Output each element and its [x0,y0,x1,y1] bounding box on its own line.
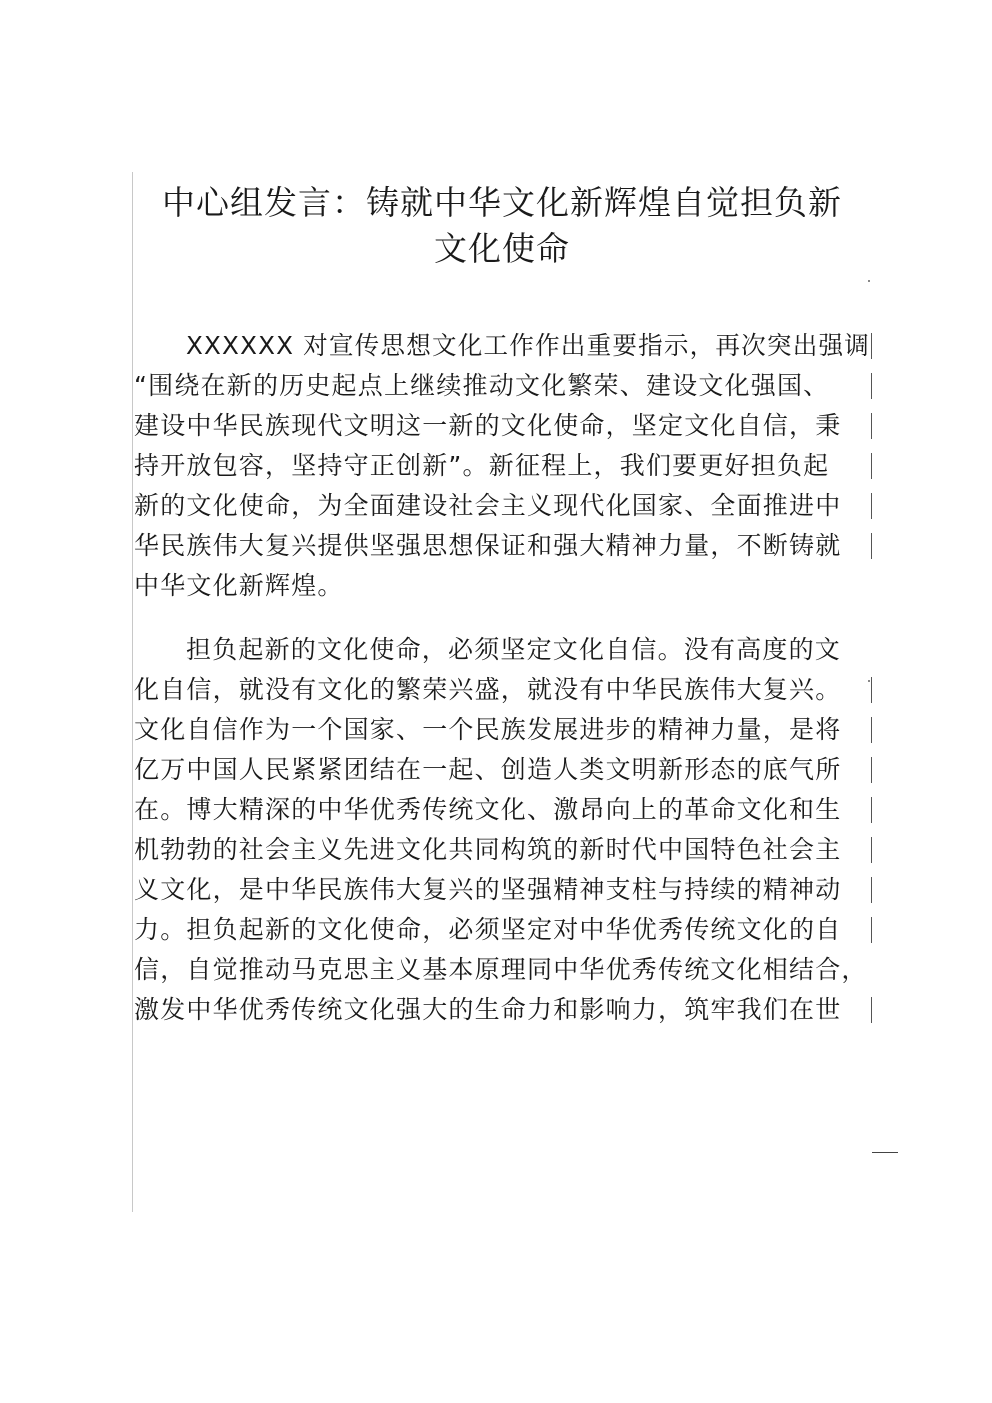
text-line: 持开放包容，坚持守正创新”。新征程上，我们要更好担负起 [134,446,870,486]
title-line-1: 中心组发言：铸就中华文化新辉煌自觉担负新 [162,183,842,222]
text-line: 亿万中国人民紧紧团结在一起、创造人类文明新形态的底气所 [134,750,870,790]
text-line: 信，自觉推动马克思主义基本原理同中华优秀传统文化相结合， [134,955,868,984]
text-line: 中华文化新辉煌。 [134,571,344,600]
text-line: 激发中华优秀传统文化强大的生命力和影响力，筑牢我们在世 [134,990,870,1030]
text-line: 义文化，是中华民族伟大复兴的坚强精神支柱与持续的精神动 [134,870,870,910]
text-line: “围绕在新的历史起点上继续推动文化繁荣、建设文化强国、 [134,366,870,406]
text-line: 建设中华民族现代文明这一新的文化使命，坚定文化自信，秉 [134,406,870,446]
text-line: 力。担负起新的文化使命，必须坚定对中华优秀传统文化的自 [134,910,870,950]
text-line: 在。博大精深的中华优秀传统文化、激昂向上的革命文化和生 [134,790,870,830]
text-line: XXXXXX 对宣传思想文化工作作出重要指示，再次突出强调 [186,331,870,360]
left-margin-line [132,172,133,1212]
paragraph-1 [134,326,870,606]
edit-mark [872,1152,898,1153]
document-title [134,180,870,272]
title-line-2: 文化使命 [434,229,570,268]
document-body [134,326,870,1030]
text-line: 担负起新的文化使命，必须坚定文化自信。没有高度的文 [186,635,842,664]
margin-dot [868,280,870,282]
paragraph-2 [134,630,870,1030]
text-line: 化自信，就没有文化的繁荣兴盛，就没有中华民族伟大复兴。 [134,670,870,710]
text-line: 华民族伟大复兴提供坚强思想保证和强大精神力量，不断铸就 [134,526,870,566]
text-line: 新的文化使命，为全面建设社会主义现代化国家、全面推进中 [134,486,870,526]
text-line: 文化自信作为一个国家、一个民族发展进步的精神力量，是将 [134,710,870,750]
text-line: 机勃勃的社会主义先进文化共同构筑的新时代中国特色社会主 [134,830,870,870]
